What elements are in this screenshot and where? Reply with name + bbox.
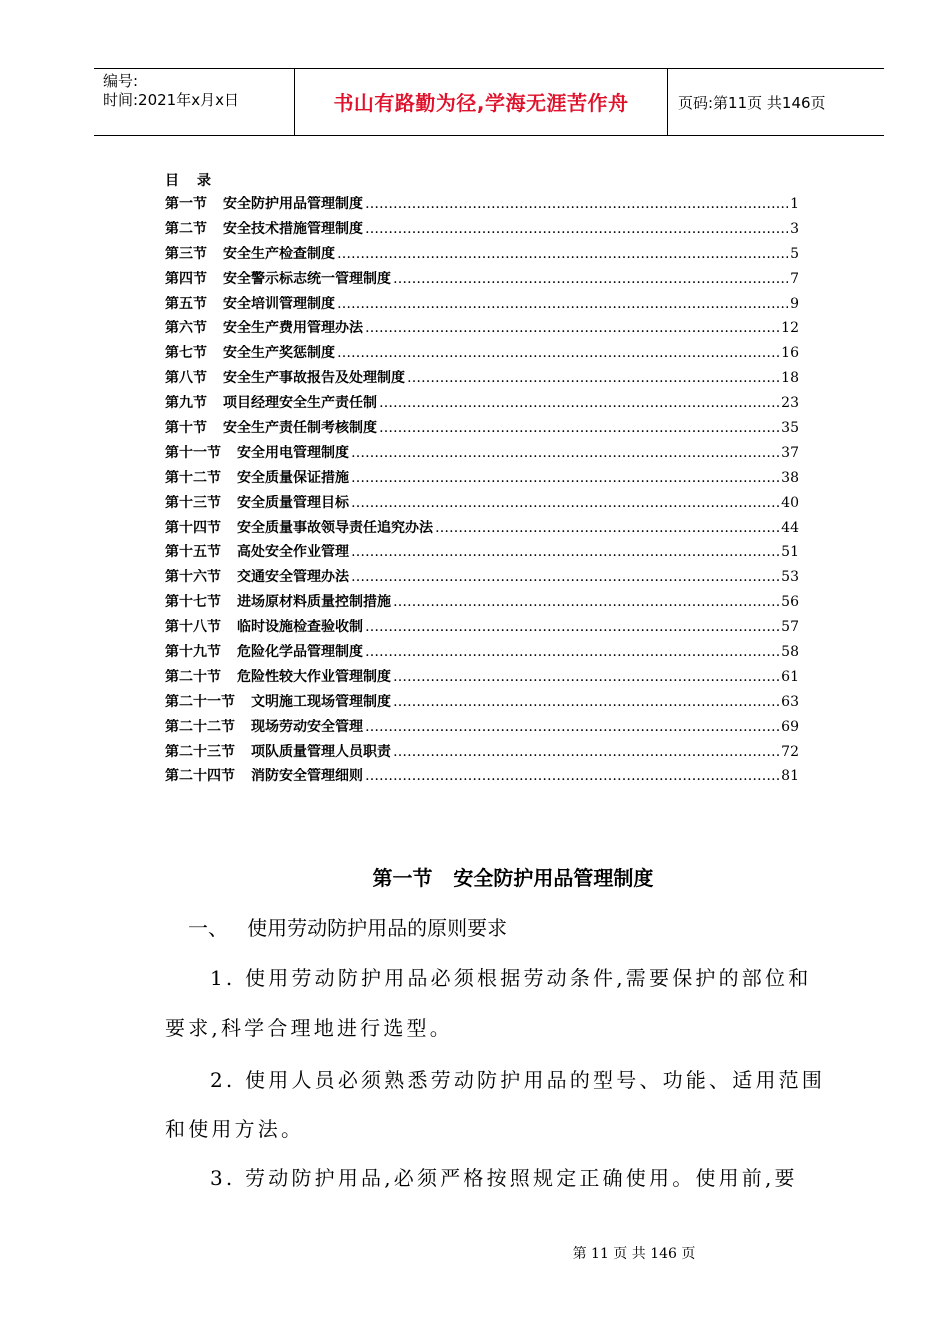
toc-entry-title: 安全质量管理目标: [237, 494, 349, 511]
toc-entry-title: 安全培训管理制度: [223, 295, 335, 312]
paragraph-item1-line2: 要求,科学合理地进行选型。: [165, 1016, 453, 1040]
toc-entry-page: 56: [781, 594, 799, 611]
toc-entry-page: 35: [781, 420, 799, 437]
toc-entry[interactable]: [165, 395, 799, 420]
toc-entry-title: 进场原材料质量控制措施: [237, 594, 391, 611]
toc-dot-leader: [365, 221, 788, 237]
toc-entry[interactable]: [165, 719, 799, 744]
toc-entry-page: 51: [781, 544, 799, 561]
toc-entry[interactable]: [165, 246, 799, 271]
toc-entry[interactable]: [165, 744, 799, 769]
code-label: 编号:: [103, 72, 139, 90]
toc-entry-title: 文明施工现场管理制度: [251, 693, 391, 710]
toc-entry-title: 现场劳动安全管理: [251, 718, 363, 735]
toc-dot-leader: [365, 768, 779, 784]
toc-entry-section: 第六节: [165, 320, 207, 337]
toc-entry[interactable]: [165, 569, 799, 594]
toc-entry[interactable]: [165, 370, 799, 395]
toc-entry[interactable]: [165, 669, 799, 694]
toc-entry-section: 第十一节: [165, 444, 221, 461]
toc-entry[interactable]: [165, 768, 799, 793]
toc-entry-section: 第十九节: [165, 644, 221, 661]
toc-entry-title: 安全生产责任制考核制度: [223, 420, 377, 437]
toc-entry-page: 81: [781, 768, 799, 785]
toc-entry-section: 第十节: [165, 420, 207, 437]
toc-dot-leader: [393, 594, 779, 610]
toc-dot-leader: [393, 271, 788, 287]
toc-entry-page: 53: [781, 569, 799, 586]
toc-entry-page: 69: [781, 718, 799, 735]
paragraph-item3-line1: 3. 劳动防护用品,必须严格按照规定正确使用。使用前,要: [210, 1166, 798, 1190]
toc-entry-title: 安全质量保证措施: [237, 469, 349, 486]
toc-dot-leader: [365, 719, 779, 735]
toc-entry-page: 5: [790, 245, 799, 262]
toc-entry-page: 12: [781, 320, 799, 337]
toc-entry-page: 9: [790, 295, 799, 312]
toc-dot-leader: [337, 345, 779, 361]
toc-entry-page: 7: [790, 270, 799, 287]
toc-entry-title: 安全技术措施管理制度: [223, 220, 363, 237]
page-footer: 第 11 页 共 146 页: [572, 1246, 696, 1262]
toc-entry-section: 第十三节: [165, 494, 221, 511]
toc-entry-title: 危险性较大作业管理制度: [237, 668, 391, 685]
time-line: 时间:2021年x月x日: [103, 91, 239, 109]
toc-dot-leader: [365, 619, 779, 635]
paragraph-item2-line2: 和使用方法。: [165, 1117, 305, 1141]
paragraph-item1-line1: 1. 使用劳动防护用品必须根据劳动条件,需要保护的部位和: [210, 966, 812, 990]
toc-entry-section: 第七节: [165, 345, 207, 362]
toc-entry-page: 38: [781, 469, 799, 486]
toc-dot-leader: [393, 744, 779, 760]
toc-entry-section: 第八节: [165, 370, 207, 387]
toc-entry-section: 第三节: [165, 245, 207, 262]
toc-dot-leader: [379, 420, 779, 436]
toc-entry-section: 第二十节: [165, 668, 221, 685]
toc-entry-title: 项目经理安全生产责任制: [223, 395, 377, 412]
table-of-contents: [165, 196, 799, 793]
toc-entry-section: 第二十二节: [165, 718, 235, 735]
toc-entry[interactable]: [165, 196, 799, 221]
toc-entry-page: 1: [790, 196, 799, 212]
header-page-info: 页码:第11页 共146页: [678, 94, 826, 112]
toc-entry-page: 63: [781, 693, 799, 710]
toc-dot-leader: [351, 544, 779, 560]
toc-entry-section: 第十七节: [165, 594, 221, 611]
section-heading: 第一节 安全防护用品管理制度: [372, 866, 654, 890]
toc-entry[interactable]: [165, 495, 799, 520]
toc-entry-title: 安全质量事故领导责任追究办法: [237, 519, 433, 536]
toc-entry-page: 61: [781, 668, 799, 685]
toc-entry[interactable]: [165, 345, 799, 370]
toc-dot-leader: [393, 669, 779, 685]
toc-dot-leader: [365, 196, 788, 212]
toc-entry-section: 第四节: [165, 270, 207, 287]
toc-entry-section: 第十四节: [165, 519, 221, 536]
toc-entry-section: 第十八节: [165, 619, 221, 636]
toc-dot-leader: [407, 370, 779, 386]
toc-entry-title: 安全生产事故报告及处理制度: [223, 370, 405, 387]
toc-entry-section: 第二十三节: [165, 743, 235, 760]
toc-entry[interactable]: [165, 271, 799, 296]
toc-entry-title: 安全警示标志统一管理制度: [223, 270, 391, 287]
toc-entry-title: 安全用电管理制度: [237, 444, 349, 461]
toc-dot-leader: [379, 395, 779, 411]
toc-entry[interactable]: [165, 296, 799, 321]
toc-entry-title: 安全生产奖惩制度: [223, 345, 335, 362]
toc-entry-page: 3: [790, 220, 799, 237]
toc-entry[interactable]: [165, 619, 799, 644]
toc-entry[interactable]: [165, 520, 799, 545]
toc-entry-page: 57: [781, 619, 799, 636]
toc-entry[interactable]: [165, 445, 799, 470]
toc-entry[interactable]: [165, 420, 799, 445]
toc-dot-leader: [351, 445, 779, 461]
toc-entry-section: 第十六节: [165, 569, 221, 586]
toc-dot-leader: [365, 320, 779, 336]
toc-title: 目录: [165, 173, 229, 189]
toc-entry-page: 18: [781, 370, 799, 387]
header-motto-cell: [295, 69, 668, 135]
header-motto: 书山有路勤为径,学海无涯苦作舟: [333, 91, 629, 115]
toc-entry-title: 安全防护用品管理制度: [223, 196, 363, 212]
toc-entry-section: 第二十四节: [165, 768, 235, 785]
toc-entry[interactable]: [165, 694, 799, 719]
toc-entry-page: 23: [781, 395, 799, 412]
toc-entry-section: 第十五节: [165, 544, 221, 561]
toc-entry-title: 交通安全管理办法: [237, 569, 349, 586]
toc-entry-title: 消防安全管理细则: [251, 768, 363, 785]
toc-entry[interactable]: [165, 594, 799, 619]
toc-entry-page: 44: [781, 519, 799, 536]
toc-dot-leader: [351, 495, 779, 511]
toc-entry-section: 第二十一节: [165, 693, 235, 710]
toc-dot-leader: [435, 520, 779, 536]
toc-entry-title: 高处安全作业管理: [237, 544, 349, 561]
toc-entry-section: 第一节: [165, 196, 207, 212]
toc-entry-section: 第五节: [165, 295, 207, 312]
toc-entry[interactable]: [165, 644, 799, 669]
toc-entry-title: 项队质量管理人员职责: [251, 743, 391, 760]
toc-entry-page: 40: [781, 494, 799, 511]
toc-dot-leader: [337, 296, 788, 312]
toc-dot-leader: [351, 470, 779, 486]
toc-dot-leader: [365, 644, 779, 660]
toc-entry[interactable]: [165, 544, 799, 569]
subheading: 一、 使用劳动防护用品的原则要求: [188, 916, 508, 940]
toc-entry[interactable]: [165, 221, 799, 246]
header-meta: [94, 69, 295, 135]
toc-entry[interactable]: [165, 320, 799, 345]
toc-entry-page: 37: [781, 444, 799, 461]
page-header: [94, 68, 884, 136]
toc-entry-section: 第二节: [165, 220, 207, 237]
toc-dot-leader: [393, 694, 779, 710]
toc-entry-page: 58: [781, 644, 799, 661]
toc-entry-title: 临时设施检查验收制: [237, 619, 363, 636]
toc-entry[interactable]: [165, 470, 799, 495]
toc-dot-leader: [337, 246, 788, 262]
toc-entry-title: 安全生产费用管理办法: [223, 320, 363, 337]
toc-entry-page: 72: [781, 743, 799, 760]
toc-entry-title: 危险化学品管理制度: [237, 644, 363, 661]
toc-dot-leader: [351, 569, 779, 585]
paragraph-item2-line1: 2. 使用人员必须熟悉劳动防护用品的型号、功能、适用范围: [210, 1068, 826, 1092]
toc-entry-page: 16: [781, 345, 799, 362]
toc-entry-section: 第十二节: [165, 469, 221, 486]
toc-entry-section: 第九节: [165, 395, 207, 412]
toc-entry-title: 安全生产检查制度: [223, 245, 335, 262]
